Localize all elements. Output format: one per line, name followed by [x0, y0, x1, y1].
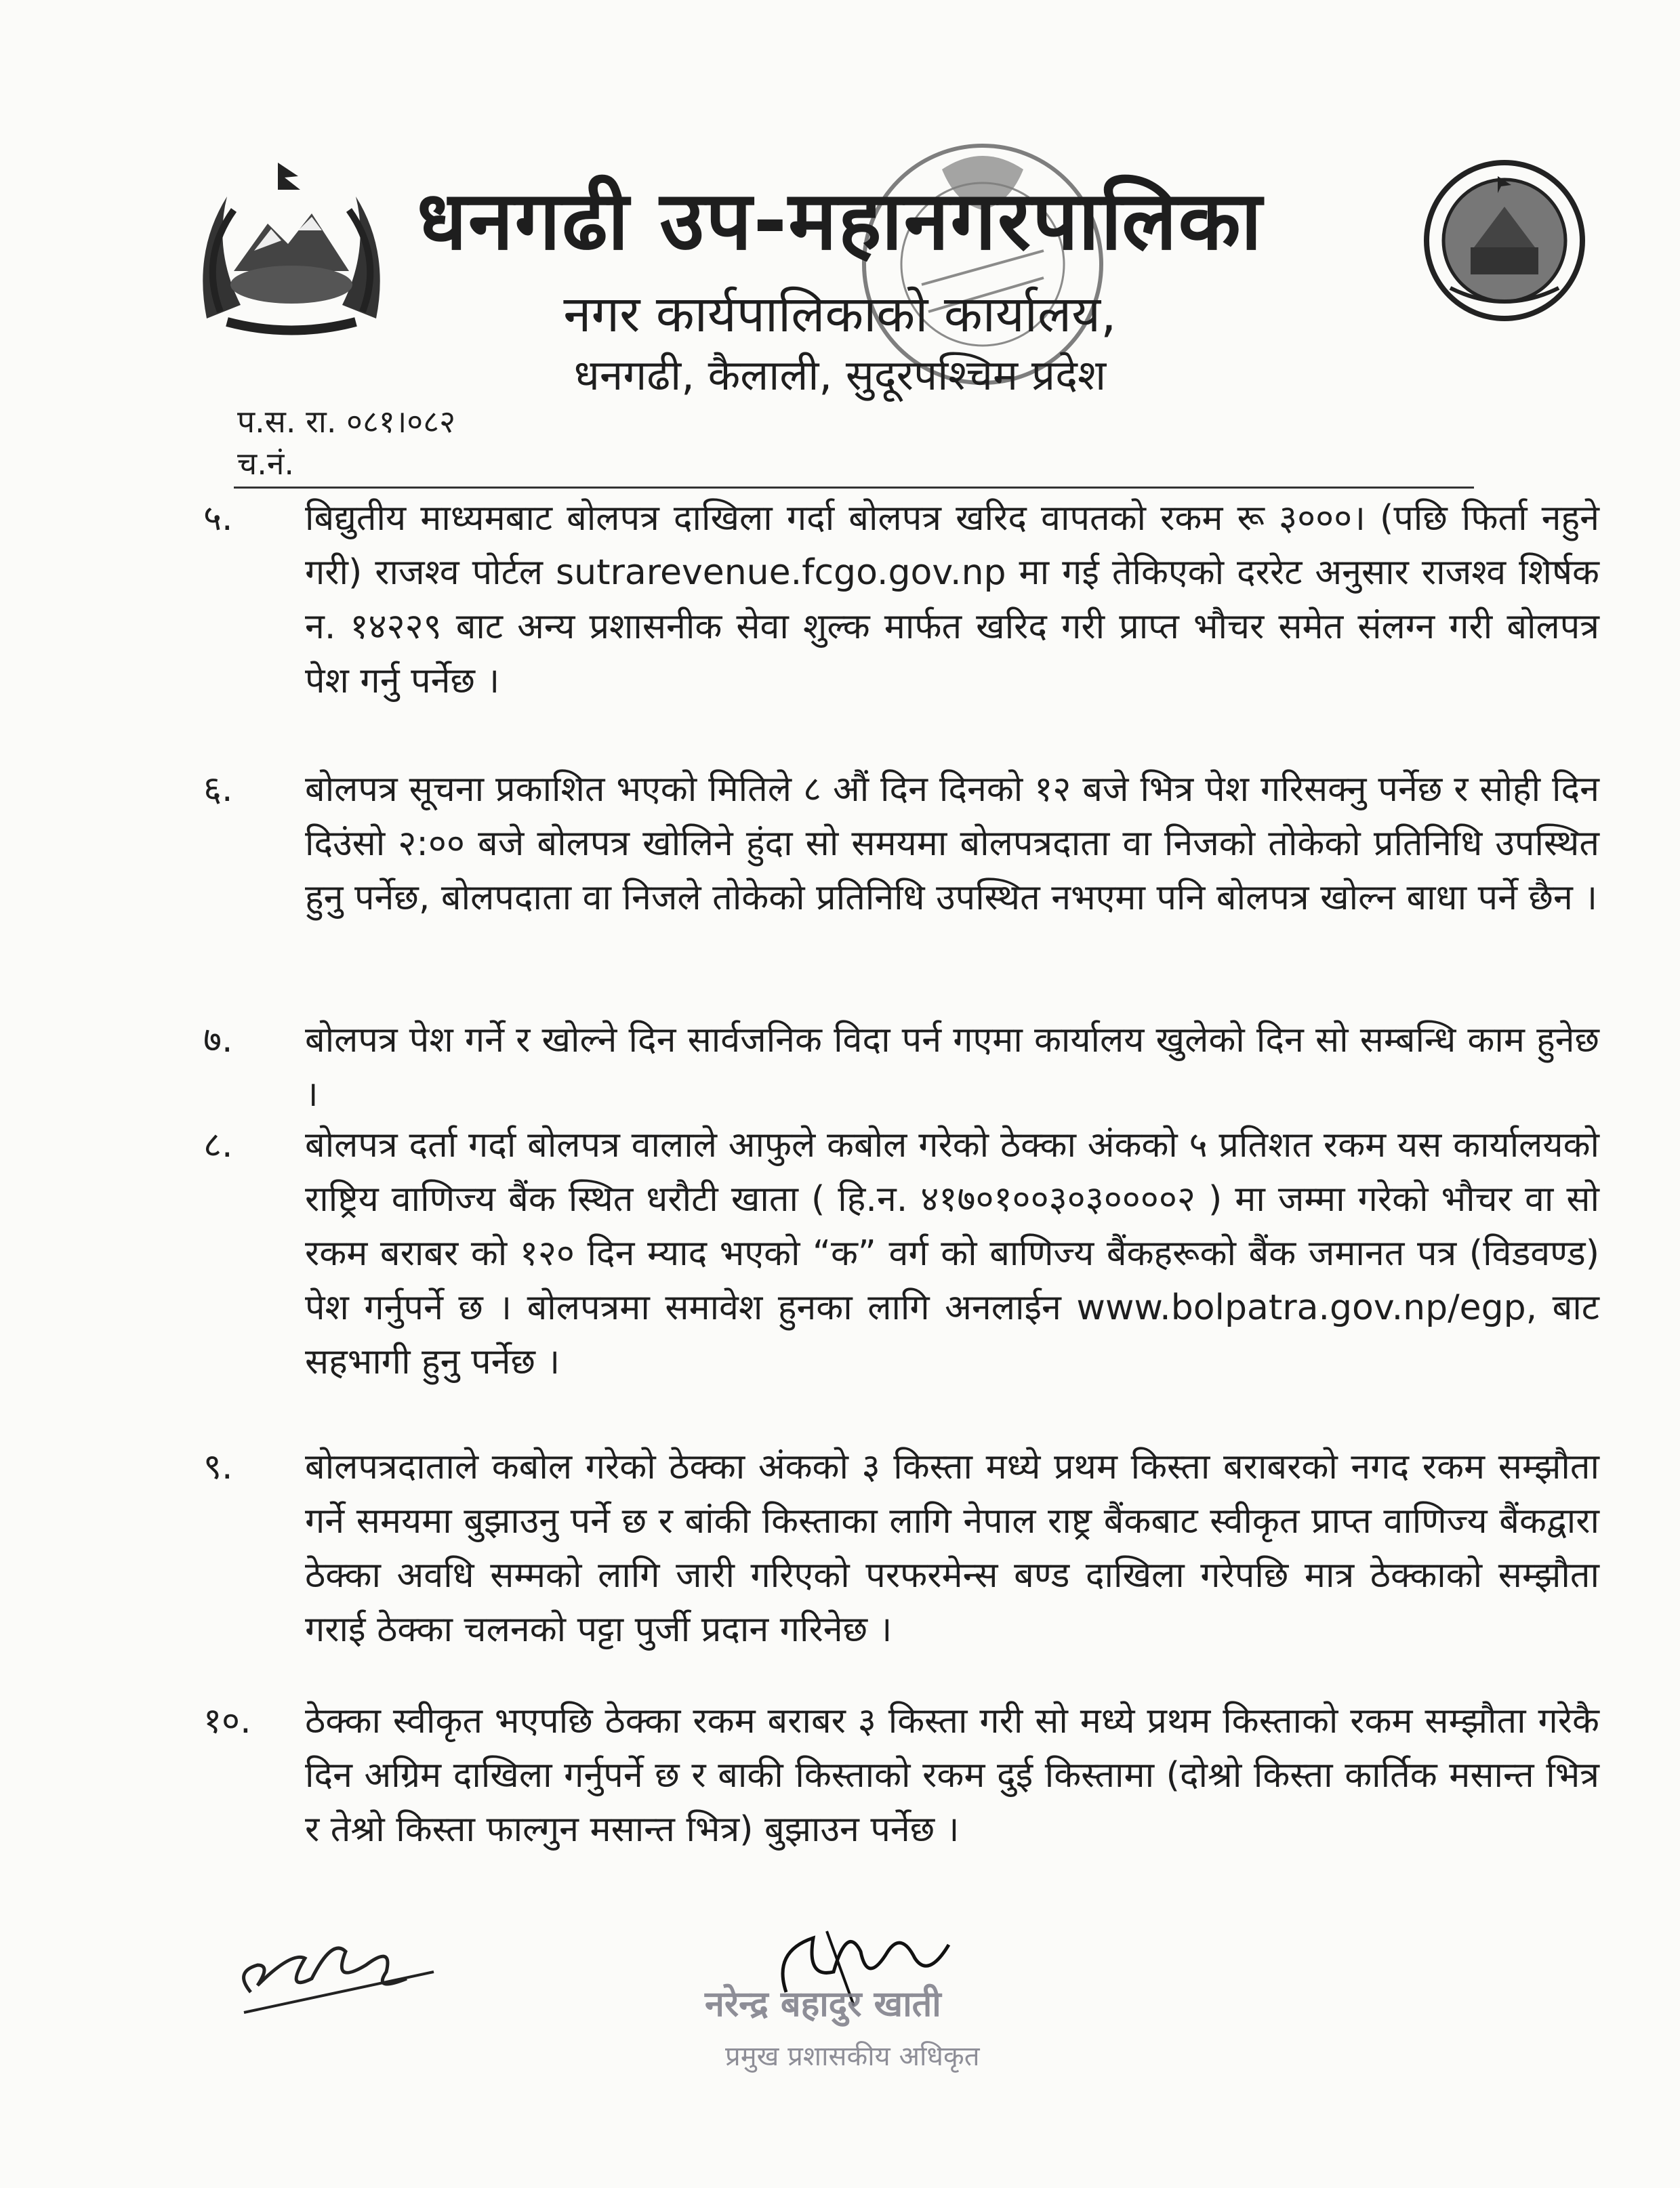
dispatch-number: च.नं. [237, 445, 294, 482]
clause-text: ठेक्का स्वीकृत भएपछि ठेक्का रकम बराबर ३ किस्ता गरी सो मध्ये प्रथम किस्ताको रकम सम्झौता गरेकै दिन अग्रिम दाखिला गर्नुपर्ने छ र बाकी किस्ताको रकम दुई किस्तामा (दोश्रो किस्ता कार्तिक मसान्त भित्र र तेश्रो किस्ता फाल्गुन मसान्त भित्र) बुझाउन पर्नेछ । [305, 1701, 1599, 1850]
initial-signature-icon [230, 1924, 447, 2019]
clause-number: ९. [203, 1447, 233, 1487]
clause-text: बोलपत्र सूचना प्रकाशित भएको मितिले ८ औं दिन दिनको १२ बजे भित्र पेश गरिसक्नु पर्नेछ र सोही दिन दिउंसो २:०० बजे बोलपत्र खोलिने हुंदा सो समयमा बोलपत्रदाता वा निजको तोकेको प्रतिनिधि उपस्थित हुनु पर्नेछ, बोलपदाता वा निजले तोकेको प्रतिनिधि उपस्थित नभएमा पनि बोलपत्र खोल्न बाधा पर्ने छैन । [305, 769, 1599, 918]
office-subtitle: नगर कार्यपालिकाको कार्यालय, [563, 285, 1117, 344]
clause-number: ८. [203, 1125, 233, 1165]
clause-text: बोलपत्र दर्ता गर्दा बोलपत्र वालाले आफुले कबोल गरेको ठेक्का अंकको ५ प्रतिशत रकम यस कार्यालयको राष्ट्रिय वाणिज्य बैंक स्थित धरौटी खाता ( हि.न. ४१७०१००३०३००००२ ) मा जम्मा गरेको भौचर वा सो रकम बराबर को १२० दिन म्याद भएको “क” वर्ग को बाणिज्य बैंकहरूको बैंक जमानत पत्र (विडवण्ड) पेश गर्नुपर्ने छ । बोलपत्रमा समावेश हुनका लागि अनलाईन www.bolpatra.gov.np/egp, बाट सहभागी हुनु पर्नेछ । [305, 1125, 1599, 1382]
clause-text: बोलपत्रदाताले कबोल गरेको ठेक्का अंकको ३ किस्ता मध्ये प्रथम किस्ता बराबरको नगद रकम सम्झौता गर्ने समयमा बुझाउनु पर्ने छ र बांकी किस्ताका लागि नेपाल राष्ट्र बैंकबाट स्वीकृत प्राप्त वाणिज्य बैंकद्वारा ठेक्का अवधि सम्मको लागि जारी गरिएको परफरमेन्स बण्ड दाखिला गरेपछि मात्र ठेक्काको सम्झौता गराई ठेक्का चलनको पट्टा पुर्जी प्रदान गरिनेछ । [305, 1447, 1599, 1650]
clause-text: बिद्युतीय माध्यमबाट बोलपत्र दाखिला गर्दा बोलपत्र खरिद वापतको रकम रू ३०००। (पछि फिर्ता नहुने गरी) राजश्व पोर्टल sutrarevenue.fcgo.gov.np मा गई तेकिएको दररेट अनुसार राजश्व शिर्षक न. १४२२९ बाट अन्य प्रशासनीक सेवा शुल्क मार्फत खरिद गरी प्राप्त भौचर समेत संलग्न गरी बोलपत्र पेश गर्नु पर्नेछ । [305, 498, 1600, 701]
clause-text: बोलपत्र पेश गर्ने र खोल्ने दिन सार्वजनिक विदा पर्न गएमा कार्यालय खुलेको दिन सो सम्बन्धि काम हुनेछ । [305, 1020, 1599, 1115]
clause-number: १०. [203, 1701, 251, 1741]
officer-name-stamp: नरेन्द्र बहादुर खाती [705, 1984, 941, 2025]
header-divider [234, 487, 1474, 489]
municipality-title: धनगढी उप-महानगरपालिका [417, 174, 1263, 268]
fiscal-reference: प.स. रा. ०८१।०८२ [237, 403, 456, 440]
officer-title-stamp: प्रमुख प्रशासकीय अधिकृत [725, 2041, 980, 2072]
office-address: धनगढी, कैलाली, सुदूरपश्चिम प्रदेश [573, 350, 1107, 400]
clause-number: ७. [203, 1020, 233, 1060]
clause-number: ५. [203, 498, 233, 539]
clause-number: ६. [203, 769, 233, 810]
